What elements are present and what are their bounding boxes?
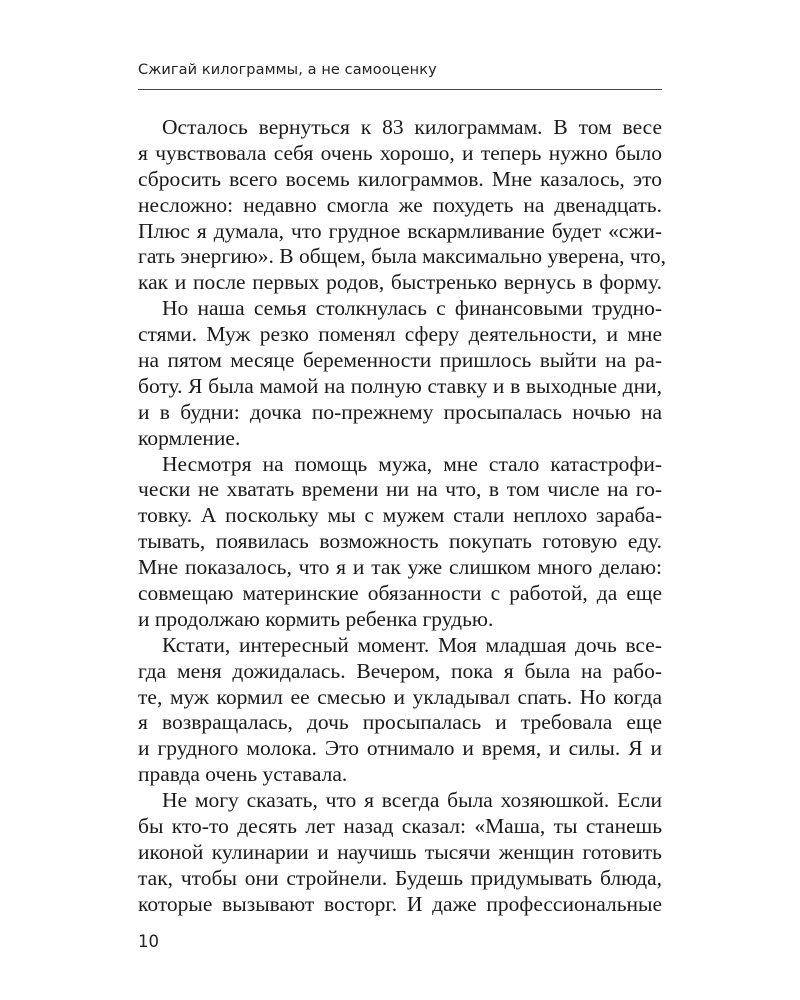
text-line: которые вызывают восторг. И даже профессиональные bbox=[138, 891, 662, 916]
text-line: Плюс я думала, что грудное вскармливание будет «сжи- bbox=[138, 218, 662, 243]
text-line: гать энергию». В общем, была максимально уверена, что, bbox=[138, 244, 666, 269]
text-line: и грудного молока. Это отнимало и время, и силы. Я и bbox=[138, 736, 662, 761]
text-line: Несмотря на помощь мужа, мне стало катастрофи- bbox=[162, 451, 662, 476]
header-rule bbox=[138, 89, 662, 90]
paragraph bbox=[138, 452, 662, 633]
paragraph bbox=[138, 633, 662, 788]
text-line: несложно: недавно смогла же похудеть на двенадцать. bbox=[138, 192, 662, 217]
text-line: на пятом месяце беременности пришлось выйти на ра- bbox=[138, 348, 662, 373]
text-line: так, чтобы они стройнели. Будешь придумывать блюда, bbox=[138, 865, 662, 890]
text-line: я возвращалась, дочь просыпалась и требовала еще bbox=[138, 710, 662, 735]
text-line: сбросить всего восемь килограммов. Мне казалось, это bbox=[138, 166, 662, 191]
paragraph bbox=[138, 788, 662, 917]
text-line: чески не хватать времени ни на что, в том числе на го- bbox=[138, 477, 662, 502]
text-line: как и после первых родов, быстренько вернусь в форму. bbox=[138, 270, 662, 295]
text-line: гда меня дожидалась. Вечером, пока я была на рабо- bbox=[138, 658, 662, 683]
text-line: стями. Муж резко поменял сферу деятельности, и мне bbox=[138, 322, 662, 347]
page-number: 10 bbox=[138, 932, 159, 951]
text-line: тывать, появилась возможность покупать готовую еду. bbox=[138, 529, 662, 554]
text-line: и в будни: дочка по-прежнему просыпалась ночью на bbox=[138, 399, 662, 424]
text-line: Кстати, интересный момент. Моя младшая дочь все- bbox=[162, 632, 662, 657]
text-line: Мне показалось, что я и так уже слишком много делаю: bbox=[138, 555, 662, 580]
text-line: товку. А поскольку мы с мужем стали неплохо зараба- bbox=[138, 503, 662, 528]
text-line: кормление. bbox=[138, 425, 241, 450]
text-line: Но наша семья столкнулась с финансовыми трудно- bbox=[162, 296, 662, 321]
text-line: и продолжаю кормить ребенка грудью. bbox=[138, 606, 494, 631]
body-text bbox=[138, 115, 666, 918]
text-line: боту. Я была мамой на полную ставку и в выходные дни, bbox=[138, 373, 662, 398]
text-line: правда очень уставала. bbox=[138, 762, 348, 787]
text-line: иконой кулинарии и научишь тысячи женщин готовить bbox=[138, 839, 662, 864]
paragraph bbox=[138, 115, 666, 296]
text-line: бы кто-то десять лет назад сказал: «Маша, ты станешь bbox=[138, 814, 662, 839]
text-line: Осталось вернуться к 83 килограммам. В том весе bbox=[162, 115, 662, 139]
text-line: Не могу сказать, что я всегда была хозяюшкой. Если bbox=[162, 788, 662, 813]
text-line: я чувствовала себя очень хорошо, и теперь нужно было bbox=[138, 140, 662, 165]
paragraph bbox=[138, 296, 662, 451]
text-line: те, муж кормил ее смесью и укладывал спать. Но когда bbox=[138, 684, 662, 709]
text-line: совмещаю материнские обязанности с работой, да еще bbox=[138, 581, 662, 606]
running-head: Сжигай килограммы, а не самооценку bbox=[138, 62, 437, 78]
